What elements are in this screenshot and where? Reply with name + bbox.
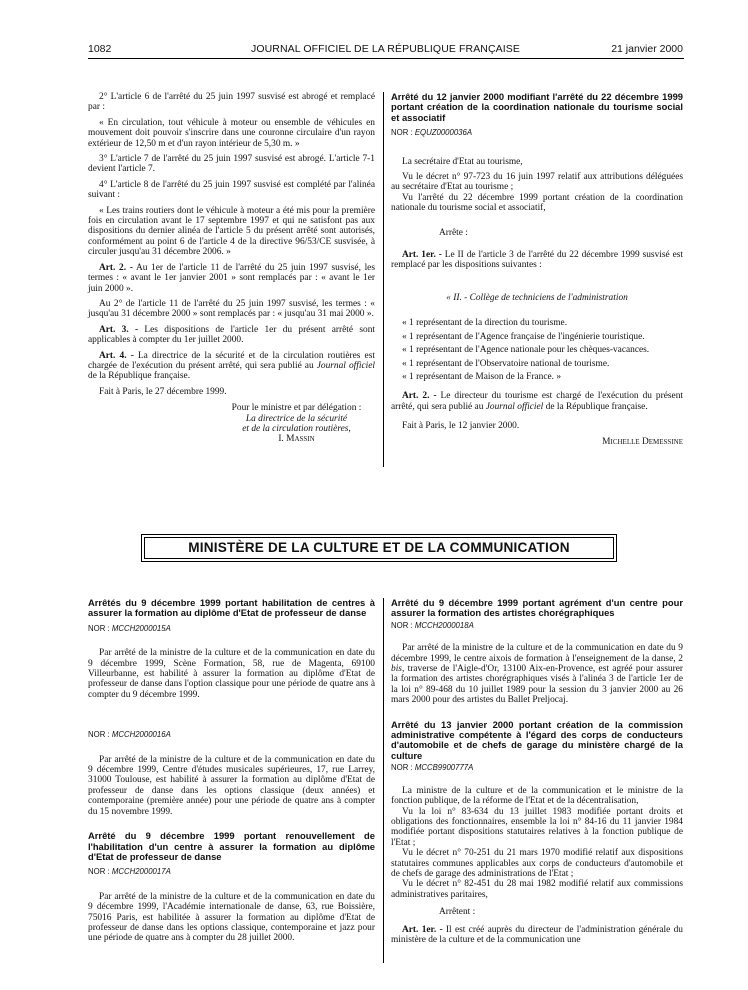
signatory: I. Massin [278,434,315,445]
signatory: Michelle Demessine [602,436,683,447]
article-3: Art. 3. - Les dispositions de l'article 1er du présent arrêté sont applicables à compter du 1er juillet 2000. [88,324,375,346]
arretent-label: Arrêtent : [439,907,476,918]
paragraph: Vu le décret n° 70-251 du 21 mars 1970 modifié relatif aux dispositions statutaires communes applicables aux corps de conducteurs d'automobile et de chefs de garage des administrations de l'Etat ; [391,848,683,879]
column-divider [383,92,384,467]
signing-place-date: Fait à Paris, le 12 janvier 2000. [402,421,520,432]
paragraph: 4° L'article 8 de l'arrêté du 25 juin 1997 susvisé est complété par l'alinéa suivant : [88,179,375,201]
decree-title: Arrêté du 13 janvier 2000 portant création de la commission administrative compétente à l'égard des corps de conducteurs d'automobile et de chefs de garage du ministère chargé de la culture [391,718,683,761]
article-label: Art. 1er. - [402,924,443,935]
header-rule [88,58,684,59]
signing-place-date: Fait à Paris, le 27 décembre 1999. [99,386,227,397]
decree-title: Arrêté du 9 décembre 1999 portant agrément d'un centre pour assurer la formation des artistes chorégraphiques [391,597,683,619]
signature-line: Pour le ministre et par délégation : [231,403,362,414]
paragraph: Vu le décret n° 82-451 du 28 mai 1982 modifié relatif aux commissions administratives paritaires, [391,879,683,900]
list-item: « 1 représentant de l'Agence nationale pour les chèques-vacances. [402,345,650,356]
page-number: 1082 [88,43,112,55]
decree-title: Arrêté du 9 décembre 1999 portant renouvellement de l'habilitation d'un centre à assurer la formation au diplôme d'Etat de professeur de danse [88,830,375,862]
article-1: Art. 1er. - Il est créé auprès du directeur de l'administration générale du ministère de la culture et de la communication une [391,924,683,945]
nor-reference: NOR : MCCB9900777A [391,763,474,773]
right-bottom-column [391,598,683,945]
arrete-label: Arrête : [439,227,468,238]
paragraph: Par arrêté de la ministre de la culture et de la communication en date du 9 décembre 1999, l'Académie internationale de danse, 63, rue Boissière, 75016 Paris, est habilitée à assurer la formation au diplôme d'Etat de professeur de danse dans les options classique, contemporaine et jazz pour une période de quatre ans à compter du 28 juillet 2000. [88,891,375,944]
paragraph: La ministre de la culture et de la communication et le ministre de la fonction publique, de la réforme de l'Etat et de la décentralisation, [391,785,683,807]
ministry-banner [141,534,617,562]
paragraph: Au 2° de l'article 11 de l'arrêté du 25 juin 1997 susvisé, les termes : « jusqu'au 31 décembre 2000 » sont remplacés par : « jusqu'au 31 mai 2000 ». [88,298,375,320]
decree-title: Arrêtés du 9 décembre 1999 portant habilitation de centres à assurer la formation au diplôme d'Etat de professeur de danse [88,597,375,619]
journal-name: Journal officiel [485,401,544,412]
list-item: « 1 représentant de l'Agence française de l'ingénierie touristique. [402,331,645,342]
paragraph: 2° L'article 6 de l'arrêté du 25 juin 1997 susvisé est abrogé et remplacé par : [88,92,375,113]
article-label: Art. 2. - [99,262,133,273]
paragraph: Vu le décret n° 97-723 du 16 juin 1997 relatif aux attributions déléguées au secrétaire d'Etat au tourisme ; [391,172,683,193]
right-top-column [391,92,683,447]
paragraph: Vu la loi n° 83-634 du 13 juillet 1983 modifiée portant droits et obligations des fonctionnaires, ensemble la loi n° 84-16 du 11 janvier 1984 modifiée portant dispositions statutaires relatives à la fonction publique de l'Etat ; [391,806,683,848]
article-2: Art. 2. - Au 1er de l'article 11 de l'arrêté du 25 juin 1997 susvisé, les termes : « avant le 1er janvier 2001 » sont remplacés par : « avant le 1er juin 2000 ». [88,262,375,294]
paragraph: 3° L'article 7 de l'arrêté du 25 juin 1997 susvisé est abrogé. L'article 7-1 devient l'article 7. [88,154,375,175]
paragraph: La secrétaire d'Etat au tourisme, [402,156,523,167]
article-4: Art. 4. - La directrice de la sécurité et de la circulation routières est chargée de l'exécution du présent arrêté, qui sera publié au Journal officiel de la République française. [88,350,375,382]
left-bottom-column [88,598,375,944]
paragraph: Vu l'arrêté du 22 décembre 1999 portant création de la coordination nationale du tourisme social et associatif, [391,192,683,214]
signature-block [218,403,375,445]
ministry-title: MINISTÈRE DE LA CULTURE ET DE LA COMMUNICATION [144,537,614,559]
article-label: Art. 1er. - [402,250,442,261]
quote: « Les trains routiers dont le véhicule à moteur a été mis pour la première fois en circulation avant le 17 septembre 1997 et qui ne satisfont pas aux dispositions du dernier alinéa de l'article 5 du présent arrêté sont autorisés, conformément au point 6 de l'article 4 de la directive 96/53/CE susvisée, à circuler jusqu'au 31 décembre 2006. » [88,205,375,258]
signature-line: et de la circulation routières, [242,423,351,434]
article-1: Art. 1er. - Le II de l'article 3 de l'arrêté du 22 décembre 1999 susvisé est remplacé par les dispositions suivantes : [391,250,683,271]
quote: « En circulation, tout véhicule à moteur ou ensemble de véhicules en mouvement doit pouvoir s'inscrire dans une couronne circulaire d'un rayon extérieur de 12,50 m et d'un rayon intérieur de 5,30 m. » [88,117,375,149]
page-header [88,43,683,57]
column-divider [383,598,384,963]
list-item: « 1 représentant de l'Observatoire national de tourisme. [402,358,610,369]
nor-reference: NOR : MCCH2000016A [88,730,171,740]
nor-reference: NOR : MCCH2000018A [391,620,474,630]
journal-name: Journal officiel [316,360,375,371]
article-label: Art. 2. - [402,391,437,402]
nor-reference: NOR : MCCH2000015A [88,623,171,633]
nor-reference: NOR : EQUZ0000036A [391,128,473,138]
paragraph: Par arrêté de la ministre de la culture et de la communication en date du 9 décembre 1999, Centre d'études musicales supérieures, 17, rue Larrey, 31000 Toulouse, est habilité à assurer la formation au diplôme d'Etat de professeur de danse dans les options classique (deux années) et contemporaine (première année) pour une période de quatre ans à compter du 15 novembre 1999. [88,754,375,817]
left-top-column [88,92,375,445]
signature-line: La directrice de la sécurité [245,413,348,424]
nor-reference: NOR : MCCH2000017A [88,867,171,877]
list-item: « 1 représentant de la direction du tourisme. [402,318,568,329]
article-label: Art. 4. - [99,350,134,361]
decree-title: Arrêté du 12 janvier 2000 modifiant l'arrêté du 22 décembre 1999 portant création de la coordination nationale du tourisme social et associatif [391,91,683,123]
article-label: Art. 3. - [99,324,139,335]
journal-title: JOURNAL OFFICIEL DE LA RÉPUBLIQUE FRANÇAISE [251,43,520,55]
issue-date: 21 janvier 2000 [611,43,683,55]
paragraph: Par arrêté de la ministre de la culture et de la communication en date du 9 décembre 1999, le centre aixois de formation à l'enseignement de la danse, 2 bis, traverse de l'Aigle-d'Or, 13100 Aix-en-Provence, est agréé pour assurer la formation des artistes chorégraphiques visés à l'alinéa 3 de l'article 1er de la loi n° 89-468 du 10 juillet 1989 pour la session du 3 janvier 2000 au 26 mars 2000 pour des artistes du Ballet Preljocaj. [391,643,683,706]
list-item: « 1 représentant de Maison de la France. » [402,371,562,382]
college-heading: « II. - Collège de techniciens de l'administration [446,292,628,303]
paragraph: Par arrêté de la ministre de la culture et de la communication en date du 9 décembre 1999, Scène Formation, 58, rue de Magenta, 69100 Villeurbanne, est habilité à assurer la formation au diplôme d'Etat de professeur de danse dans l'option classique pour une période de quatre ans à compter du 9 décembre 1999. [88,648,375,700]
article-2: Art. 2. - Le directeur du tourisme est chargé de l'exécution du présent arrêté, qui sera publié au Journal officiel de la République française. [391,391,684,412]
